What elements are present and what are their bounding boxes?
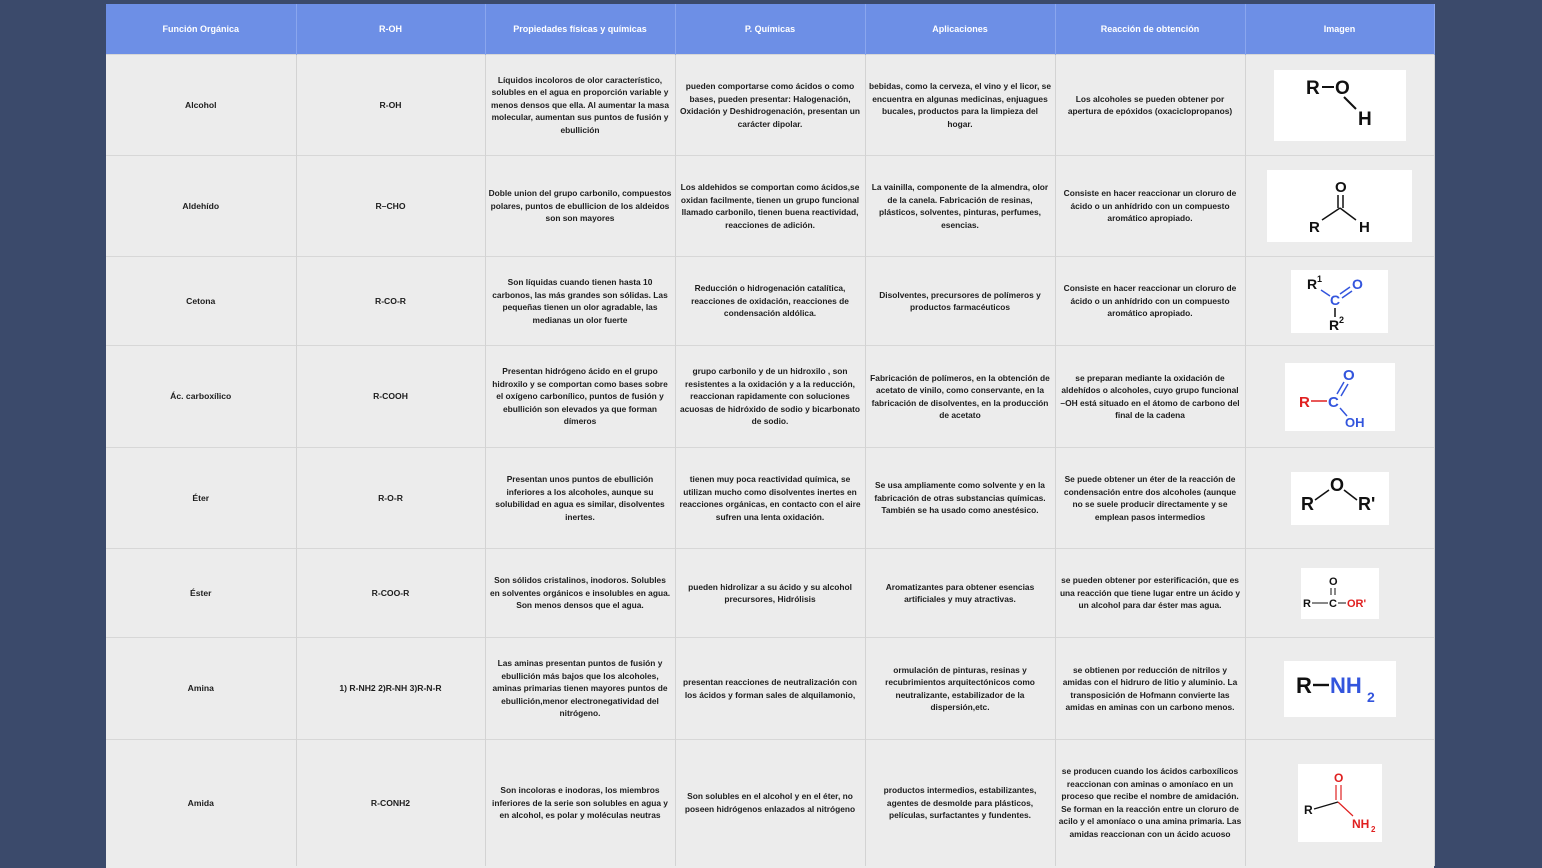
reaction-cell: Se puede obtener un éter de la reacción de condensación entre dos alcoholes (aunque no se suele producir directamente y se emplean pasos intermedios (1055, 448, 1245, 549)
formula-cell: R-COO-R (296, 549, 485, 638)
ester-structure-image (1301, 568, 1379, 619)
applications-cell: Se usa ampliamente como solvente y en la fabricación de otras substancias químicas. También se ha usado como anestésico. (865, 448, 1055, 549)
atom-label: O (1333, 770, 1343, 785)
atom-label: OR' (1346, 597, 1366, 610)
reaction-cell: se pueden obtener por esterificación, que es una reacción que tiene lugar entre un ácido y un alcohol para dar éster mas agua. (1055, 549, 1245, 638)
physical-properties-cell: Presentan hidrógeno ácido en el grupo hidroxilo y se comportan como bases sobre el oxígeno carbonílico, puntos de fusión y ebullición son elevados ya que forman dímeros (485, 346, 675, 448)
table-row-ketone (106, 257, 1434, 346)
atom-label: R (1302, 597, 1311, 610)
function-name: Amina (106, 638, 296, 740)
atom-label: C (1330, 291, 1341, 308)
formula-cell: 1) R-NH2 2)R-NH 3)R-N-R (296, 638, 485, 740)
table-row-amine (106, 638, 1434, 740)
aldehyde-structure-image (1267, 170, 1412, 242)
atom-label: R (1303, 802, 1313, 817)
image-cell (1245, 549, 1434, 638)
formula-cell: R-CONH2 (296, 740, 485, 866)
reaction-cell: se preparan mediante la oxidación de aldehídos o alcoholes, cuyo grupo funcional –OH está situado en el átomo de carbono del final de la cadena (1055, 346, 1245, 448)
image-cell (1245, 55, 1434, 156)
formula-cell: R-O-R (296, 448, 485, 549)
carboxylic-acid-structure-image (1285, 363, 1395, 431)
atom-label: O (1342, 366, 1355, 384)
applications-cell: Fabricación de polímeros, en la obtención de acetato de vinilo, como conservante, en la fabricación de disolventes, en la producción de acetato (865, 346, 1055, 448)
chemical-properties-cell: presentan reacciones de neutralización con los ácidos y forman sales de alquilamonio, (675, 638, 865, 740)
reaction-cell: Los alcoholes se pueden obtener por apertura de epóxidos (oxaciclopropanos) (1055, 55, 1245, 156)
header-cell-image: Imagen (1245, 4, 1434, 55)
amide-structure-image (1298, 764, 1382, 842)
physical-properties-cell: Líquidos incoloros de olor característico, solubles en el agua en proporción variable y menos densos que ella. Al aumentar la masa molecular, aumentan sus puntos de fusión y ebullición (485, 55, 675, 156)
physical-properties-cell: Son incoloras e inodoras, los miembros inferiores de la serie son solubles en agua y en alcohol, es polar y moléculas neutras (485, 740, 675, 866)
atom-label: C (1327, 393, 1339, 411)
atom-label: O (1334, 77, 1350, 99)
chemical-properties-cell: pueden hidrolizar a su ácido y su alcohol precursores, Hidrólisis (675, 549, 865, 638)
reaction-cell: Consiste en hacer reaccionar un cloruro de ácido o un anhídrido con un compuesto aromático apropiado. (1055, 257, 1245, 346)
atom-label: H (1357, 108, 1372, 130)
function-name: Cetona (106, 257, 296, 346)
atom-label: R (1295, 672, 1312, 698)
organic-functions-table-sheet (106, 4, 1434, 868)
header-cell-reaction: Reacción de obtención (1055, 4, 1245, 55)
physical-properties-cell: Son sólidos cristalinos, inodoros. Solubles en solventes orgánicos e insolubles en agua. Son menos densos que el agua. (485, 549, 675, 638)
function-name: Amida (106, 740, 296, 866)
atom-label: R (1329, 316, 1340, 333)
atom-label: O (1328, 575, 1338, 588)
applications-cell: Disolventes, precursores de polímeros y productos farmacéuticos (865, 257, 1055, 346)
function-name: Alcohol (106, 55, 296, 156)
atom-label: R (1305, 77, 1320, 99)
atom-label: 2 (1339, 314, 1345, 325)
header-row (106, 4, 1434, 55)
formula-cell: R-OH (296, 55, 485, 156)
image-cell (1245, 740, 1434, 866)
atom-label: R (1307, 275, 1318, 292)
table-row-carboxylic-acid (106, 346, 1434, 448)
atom-label: O (1329, 474, 1344, 495)
function-name: Ác. carboxílico (106, 346, 296, 448)
table-row-amide (106, 740, 1434, 866)
reaction-cell: se obtienen por reducción de nitrilos y amidas con el hidruro de litio y aluminio. La transposición de Hofmann convierte las amidas en aminas con un carbono menos. (1055, 638, 1245, 740)
atom-label: H (1359, 219, 1370, 236)
physical-properties-cell: Presentan unos puntos de ebullición inferiores a los alcoholes, aunque su solubilidad en agua es similar, disolventes inertes. (485, 448, 675, 549)
atom-label: R' (1357, 493, 1375, 514)
atom-label: 1 (1317, 273, 1323, 284)
physical-properties-cell: Las aminas presentan puntos de fusión y ebullición más bajos que los alcoholes, aminas primarias tienen mayores puntos de ebullición,menor electronegatividad del nitrógeno. (485, 638, 675, 740)
header-cell-applications: Aplicaciones (865, 4, 1055, 55)
applications-cell: La vainilla, componente de la almendra, olor de la canela. Fabricación de resinas, plásticos, solventes, pinturas, perfumes, esencias. (865, 156, 1055, 257)
function-name: Éster (106, 549, 296, 638)
header-cell-function: Función Orgánica (106, 4, 296, 55)
atom-label: O (1335, 179, 1347, 196)
formula-cell: R-CO-R (296, 257, 485, 346)
header-cell-formula: R-OH (296, 4, 485, 55)
chemical-properties-cell: Son solubles en el alcohol y en el éter, no poseen hidrógenos enlazados al nitrógeno (675, 740, 865, 866)
header-cell-chemical: P. Químicas (675, 4, 865, 55)
applications-cell: ormulación de pinturas, resinas y recubrimientos arquitectónicos como neutralizante, estabilizador de la dispersión,etc. (865, 638, 1055, 740)
atom-label: O (1352, 275, 1363, 292)
atom-label: OH (1344, 414, 1364, 430)
image-cell (1245, 448, 1434, 549)
image-cell (1245, 346, 1434, 448)
reaction-cell: Consiste en hacer reaccionar un cloruro de ácido o un anhídrido con un compuesto aromático apropiado. (1055, 156, 1245, 257)
table-row-alcohol (106, 55, 1434, 156)
formula-cell: R–CHO (296, 156, 485, 257)
physical-properties-cell: Son líquidas cuando tienen hasta 10 carbonos, las más grandes son sólidas. Las pequeñas tienen un olor agradable, las medianas un olor fuerte (485, 257, 675, 346)
function-name: Aldehído (106, 156, 296, 257)
applications-cell: Aromatizantes para obtener esencias artificiales y muy atractivas. (865, 549, 1055, 638)
organic-functions-table (106, 4, 1435, 866)
atom-label: NH (1329, 672, 1362, 698)
table-row-aldehyde (106, 156, 1434, 257)
chemical-properties-cell: grupo carbonilo y de un hidroxilo , son resistentes a la oxidación y a la reducción, reaccionan rapidamente con soluciones acuosas de hidróxido de sodio y bicarbonato de sodio. (675, 346, 865, 448)
atom-label: R (1298, 393, 1310, 411)
chemical-properties-cell: Reducción o hidrogenación catalítica, reacciones de oxidación, reacciones de condensación aldólica. (675, 257, 865, 346)
image-cell (1245, 156, 1434, 257)
amine-structure-image (1284, 661, 1396, 717)
atom-label: R (1309, 219, 1320, 236)
image-cell (1245, 257, 1434, 346)
ether-structure-image (1291, 472, 1389, 525)
applications-cell: productos intermedios, estabilizantes, agentes de desmolde para plásticos, películas, surfactantes y fundentes. (865, 740, 1055, 866)
alcohol-structure-image (1274, 70, 1406, 141)
applications-cell: bebidas, como la cerveza, el vino y el licor, se encuentra en algunas medicinas, enjuagues bucales, productos para la limpieza del hogar. (865, 55, 1055, 156)
atom-label: 2 (1366, 688, 1375, 705)
atom-label: NH (1351, 816, 1369, 831)
table-row-ether (106, 448, 1434, 549)
header-cell-physical: Propiedades físicas y químicas (485, 4, 675, 55)
formula-cell: R-COOH (296, 346, 485, 448)
chemical-properties-cell: Los aldehidos se comportan como ácidos,se oxidan facilmente, tienen un grupo funcional llamado carbonilo, tienen buena reactividad, reacciones de adición. (675, 156, 865, 257)
reaction-cell: se producen cuando los ácidos carboxílicos reaccionan con aminas o amoníaco en un proceso que recibe el nombre de amidación. Se forman en la reacción entre un cloruro de acilo y el amoníaco o una amina primaria. Las amidas reaccionan con un ácido acuoso (1055, 740, 1245, 866)
table-row-ester (106, 549, 1434, 638)
chemical-properties-cell: pueden comportarse como ácidos o como bases, pueden presentar: Halogenación, Oxidación y Deshidrogenación, presentan un carácter dipolar. (675, 55, 865, 156)
atom-label: R (1300, 493, 1314, 514)
physical-properties-cell: Doble union del grupo carbonilo, compuestos polares, puntos de ebullicion de los aldeidos son son mayores (485, 156, 675, 257)
image-cell (1245, 638, 1434, 740)
ketone-structure-image (1291, 270, 1388, 333)
chemical-properties-cell: tienen muy poca reactividad química, se utilizan mucho como disolventes inertes en reacciones orgánicas, en contacto con el aire sufren una lenta oxidación. (675, 448, 865, 549)
atom-label: C (1328, 597, 1337, 610)
atom-label: 2 (1370, 824, 1375, 834)
function-name: Éter (106, 448, 296, 549)
